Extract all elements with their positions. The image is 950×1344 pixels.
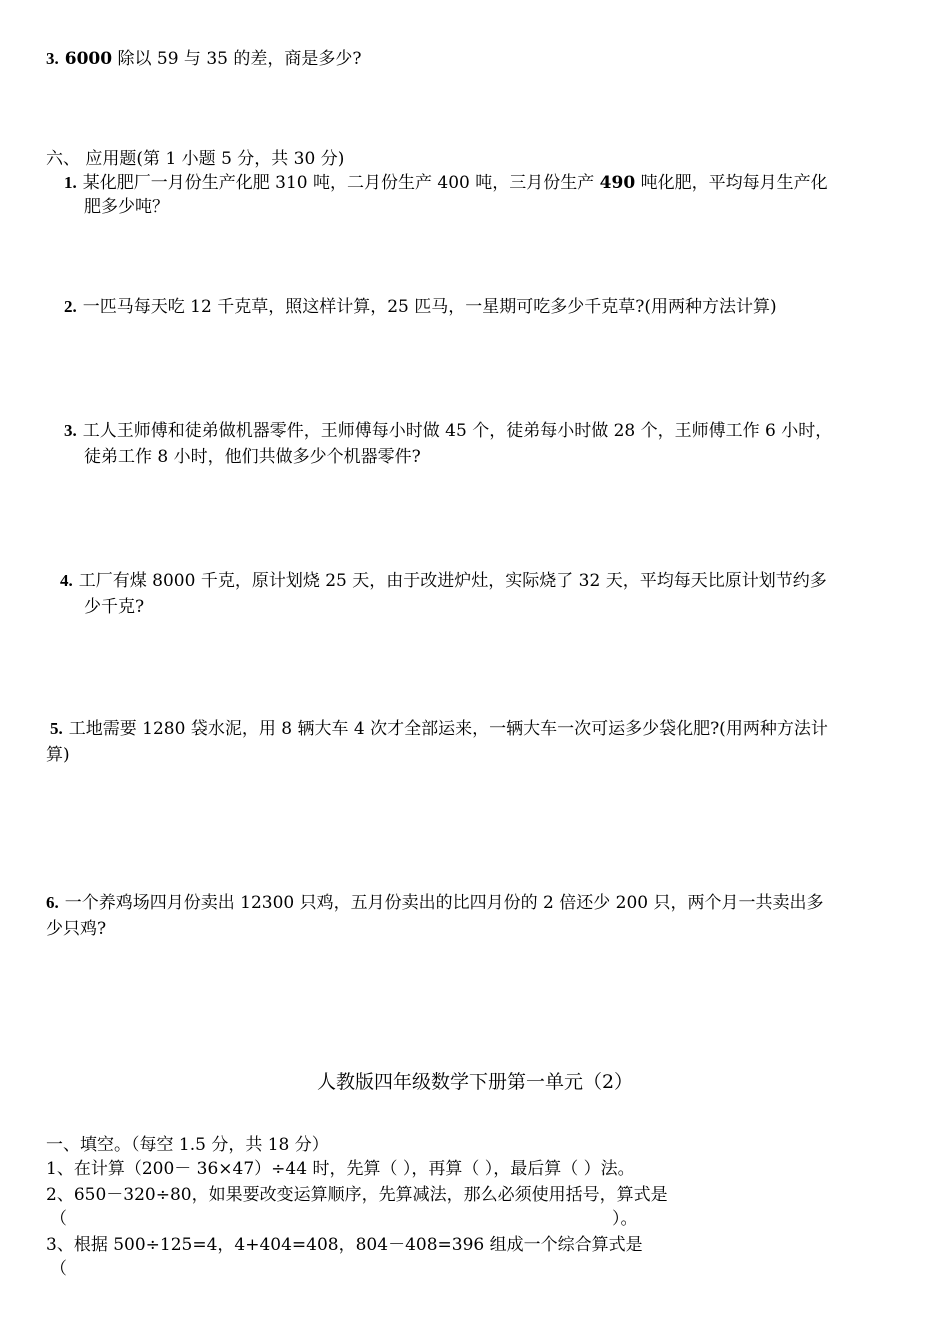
fill-in-heading: 一、填空。（每空 1.5 分，共 18 分） — [46, 1135, 329, 1155]
application-question-6 — [46, 892, 824, 914]
question-number: 3. — [64, 421, 77, 440]
question-text: 一个养鸡场四月份卖出 12300 只鸡，五月份卖出的比四月份的 2 倍还少 200 只，两个月一共卖出多 — [64, 893, 824, 913]
fill-in-item-3-blank-open: （ — [50, 1259, 67, 1279]
fill-in-item-2-blank-open: （ — [50, 1209, 67, 1229]
question-number: 2. — [64, 297, 77, 316]
question-number: 1. — [64, 173, 77, 192]
application-question-6-line-2: 少只鸡? — [46, 919, 107, 939]
question-number: 4. — [60, 571, 73, 590]
unit-2-title: 人教版四年级数学下册第一单元（2） — [316, 1071, 634, 1093]
application-question-4-line-2: 少千克? — [84, 597, 145, 617]
question-text: 一匹马每天吃 12 千克草，照这样计算，25 匹马，一星期可吃多少千克草?(用两种方法计算) — [82, 297, 777, 317]
fill-in-item-1: 1、在计算（200－ 36×47）÷44 时，先算（ ），再算（ ），最后算（ ）法。 — [46, 1159, 635, 1179]
application-question-1 — [64, 172, 828, 194]
application-question-3-line-2: 徒弟工作 8 小时，他们共做多少个机器零件? — [84, 447, 421, 467]
fill-in-item-3: 3、根据 500÷125=4，4+404=408，804－408=396 组成一个综合算式是 — [46, 1235, 643, 1255]
application-question-1-line-2: 肥多少吨？ — [84, 197, 169, 217]
fill-in-item-2: 2、650－320÷80，如果要改变运算顺序，先算减法，那么必须使用括号，算式是 — [46, 1185, 668, 1205]
question-number: 6. — [46, 893, 59, 912]
question-text: 工厂有煤 8000 千克，原计划烧 25 天，由于改进炉灶，实际烧了 32 天，平均每天比原计划节约多 — [78, 571, 827, 591]
question-text: 工地需要 1280 袋水泥，用 8 辆大车 4 次才全部运来，一辆大车一次可运多少袋化肥?(用两种方法计 — [68, 719, 828, 739]
question-text: 吨化肥，平均每月生产化 — [635, 173, 828, 193]
question-text: 某化肥厂一月份生产化肥 310 吨，二月份生产 400 吨，三月份生产 — [82, 173, 600, 193]
question-bold-value: 490 — [599, 173, 636, 193]
section-6-heading: 六、 应用题(第 1 小题 5 分，共 30 分) — [46, 149, 345, 169]
question-bold-value: 6000 — [64, 49, 113, 69]
application-question-4 — [60, 570, 827, 592]
application-question-3 — [64, 420, 832, 442]
question-number: 5. — [50, 719, 63, 738]
question-text: 工人王师傅和徒弟做机器零件，王师傅每小时做 45 个，徒弟每小时做 28 个，王师傅工作 6 小时， — [82, 421, 833, 441]
question-text: 除以 59 与 35 的差，商是多少? — [112, 49, 362, 69]
question-number: 3. — [46, 49, 59, 68]
question-3-top — [46, 48, 361, 70]
application-question-5-line-2: 算) — [46, 745, 70, 765]
fill-in-item-2-blank-close: ）。 — [612, 1209, 638, 1229]
application-question-5 — [50, 718, 828, 740]
application-question-2 — [64, 296, 777, 318]
